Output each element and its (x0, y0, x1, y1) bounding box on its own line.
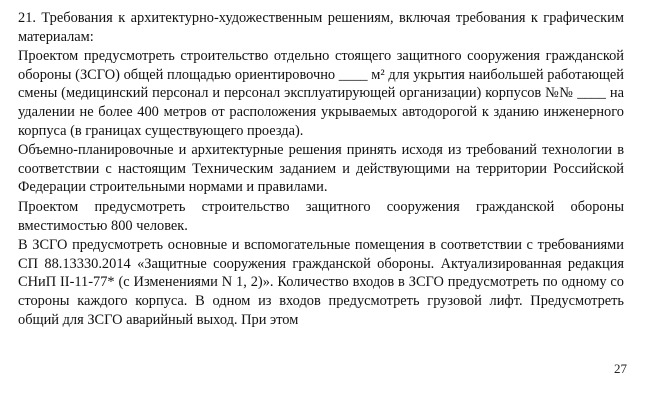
paragraph-shelter-premises: В ЗСГО предусмотреть основные и вспомогательные помещения в соответствии с требованиями СП 88.13330.2014 «Защитные сооружения гражданской обороны. Актуализированная редакция СНиП II-11-77* (с Изменениями N 1, 2)». Количество входов в ЗСГО предусмотреть по одному со стороны каждого корпуса. В одном из входов предусмотреть грузовой лифт. Предусмотреть общий для ЗСГО аварийный выход. При этом (18, 237, 624, 328)
document-body (18, 9, 624, 330)
paragraph-shelter-capacity: Проектом предусмотреть строительство защитного сооружения гражданской обороны вместимостью 800 человек. (18, 198, 624, 234)
paragraph-section-21-heading: 21. Требования к архитектурно-художественным решениям, включая требования к графическим материалам: (18, 10, 624, 45)
paragraph-planning-decisions: Объемно-планировочные и архитектурные решения принять исходя из требований технологии в соответствии с настоящим Техническим заданием и действующими на территории Российской Федерации строительными нормами и правилами. (18, 142, 624, 196)
paragraph-shelter-construction: Проектом предусмотреть строительство отдельно стоящего защитного сооружения гражданской обороны (ЗСГО) общей площадью ориентировочно ____ м² для укрытия наибольшей работающей смены (медицинский персонал и персонал эксплуатирующей организации) корпусов №№ ____ на удалении не более 400 метров от расположения укрываемых автодорогой к зданию инженерного корпуса (в границах существующего проезда). (18, 48, 624, 139)
page-number: 27 (614, 361, 627, 376)
